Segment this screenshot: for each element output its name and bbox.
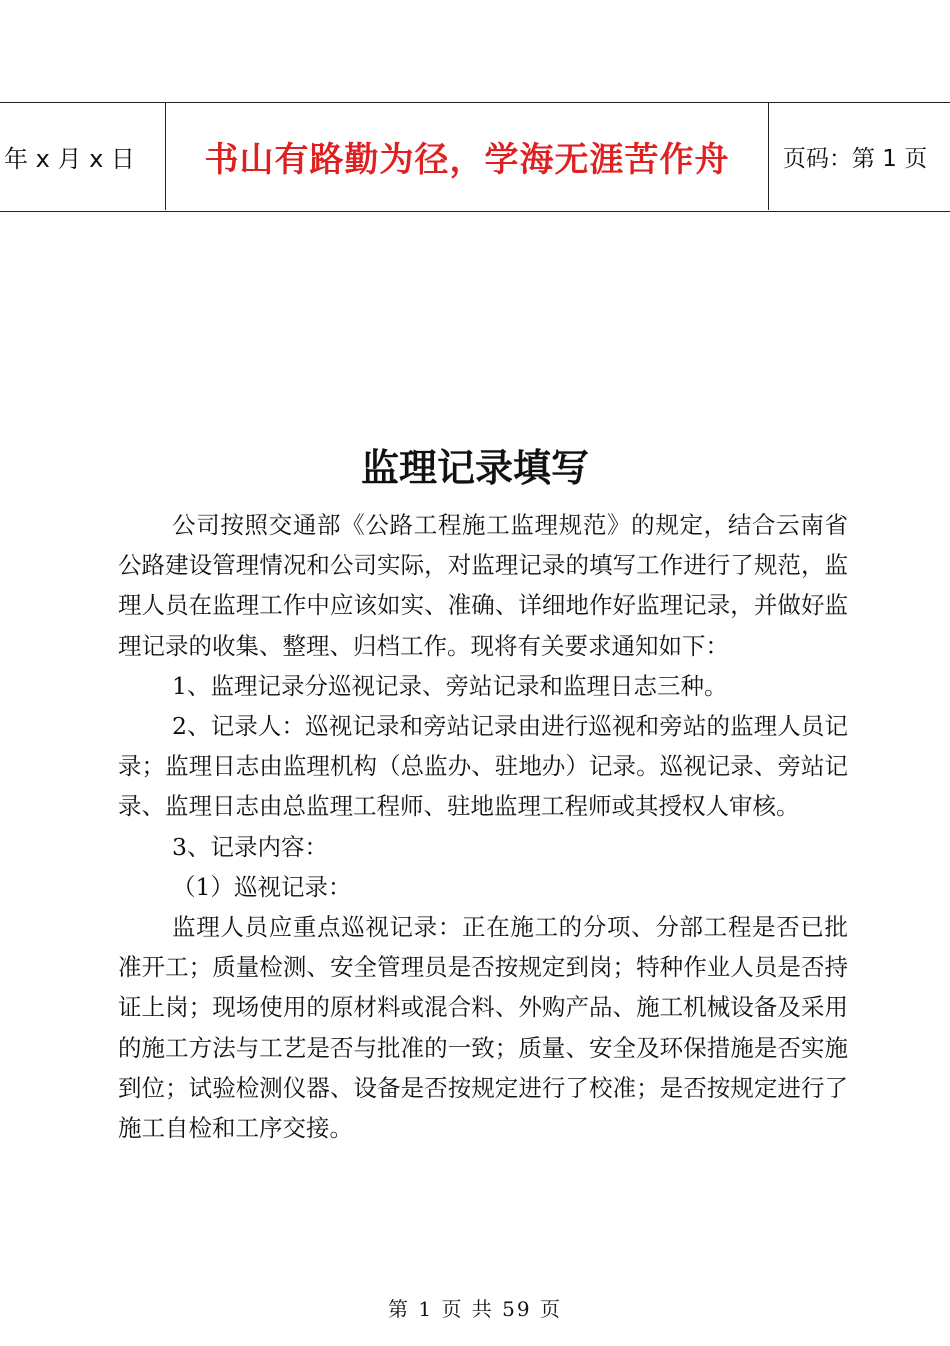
paragraph-patrol-details: 监理人员应重点巡视记录：正在施工的分项、分部工程是否已批准开工；质量检测、安全管理员是否按规定到岗；特种作业人员是否持证上岗；现场使用的原材料或混合料、外购产品、施工机械设备及采用的施工方法与工艺是否与批准的一致；质量、安全及环保措施是否实施到位；试验检测仪器、设备是否按规定进行了校准；是否按规定进行了施工自检和工序交接。: [118, 913, 848, 1143]
paragraph-item-1: 1、监理记录分巡视记录、旁站记录和监理日志三种。: [172, 671, 728, 700]
paragraph-subheading-patrol: （1）巡视记录：: [172, 872, 352, 901]
paragraph-item-3: 3、记录内容：: [172, 832, 328, 861]
header-motto: 书山有路勤为径，学海无涯苦作舟: [204, 140, 730, 180]
footer-page-count: 第 1 页 共 59 页: [388, 1297, 562, 1321]
page-footer: [0, 1292, 950, 1326]
header-page-label: 页码：第 1 页: [783, 146, 928, 172]
paragraph-intro: 公司按照交通部《公路工程施工监理规范》的规定，结合云南省公路建设管理情况和公司实际，对监理记录的填写工作进行了规范，监理人员在监理工作中应该如实、准确、详细地作好监理记录，并做好监理记录的收集、整理、归档工作。现将有关要求通知如下：: [118, 511, 848, 660]
header-table: [0, 102, 950, 212]
document-title: 监理记录填写: [360, 446, 589, 490]
header-date: 年 x 月 x 日: [4, 145, 135, 173]
document-body: [118, 505, 848, 1148]
paragraph-item-2: 2、记录人：巡视记录和旁站记录由进行巡视和旁站的监理人员记录；监理日志由监理机构（总监办、驻地办）记录。巡视记录、旁站记录、监理日志由总监理工程师、驻地监理工程师或其授权人审核。: [118, 712, 848, 821]
